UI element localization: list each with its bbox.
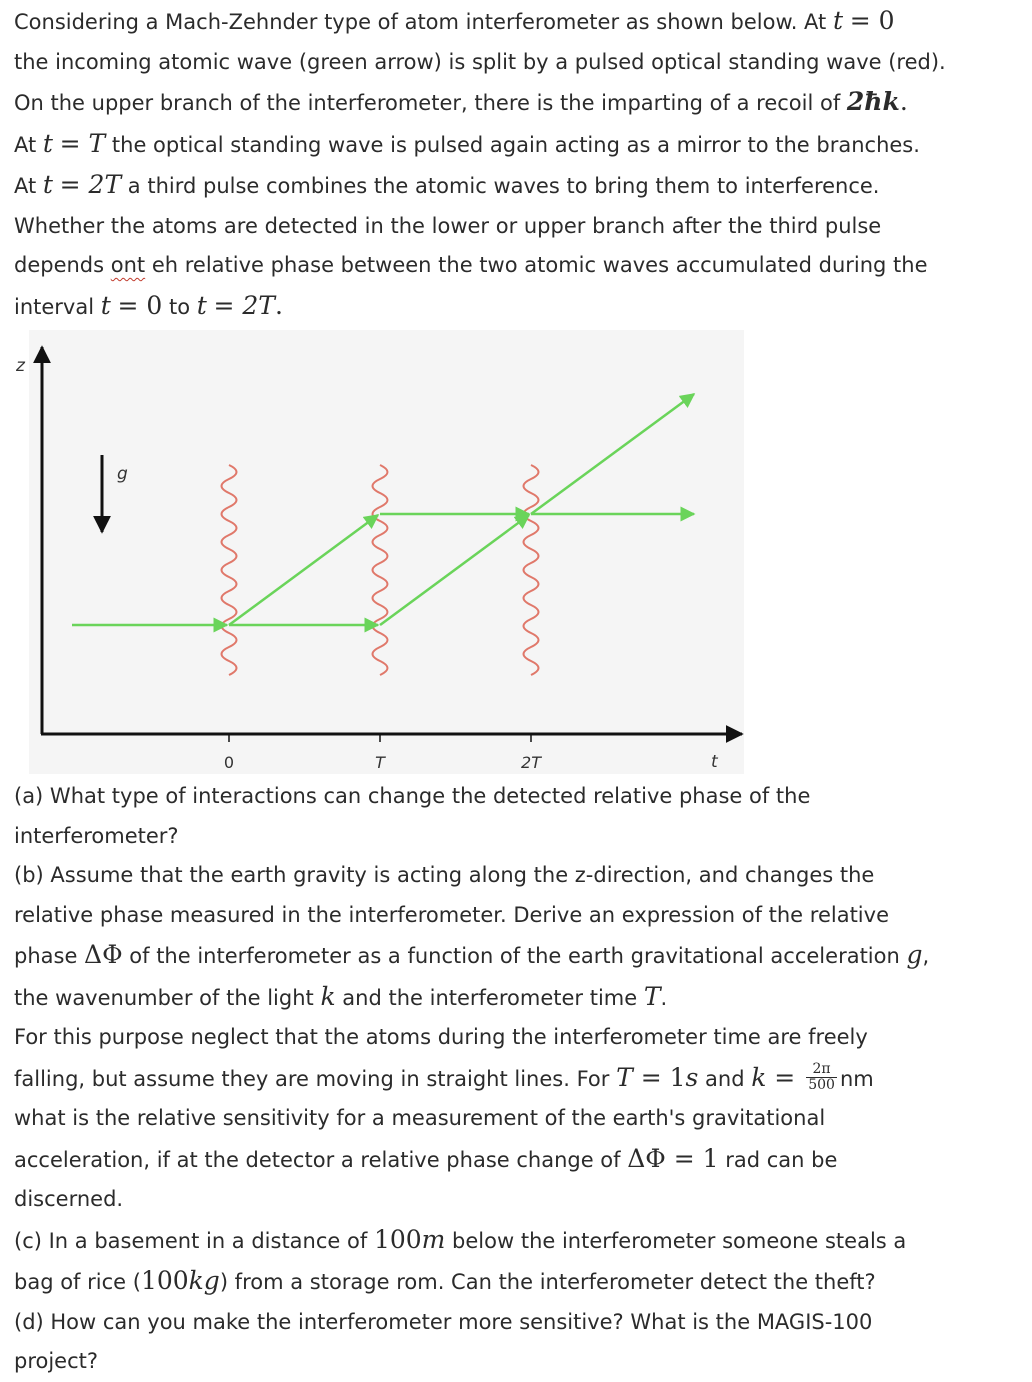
problem-intro (14, 0, 1018, 327)
question-d-line-2: project? (14, 1349, 99, 1373)
intro-line-3: On the upper branch of the interferometer, there is the imparting of a recoil of 2ħk. (14, 87, 908, 116)
t-axis-label: t (711, 752, 718, 772)
question-c (14, 1220, 1018, 1303)
question-b-line-2: relative phase measured in the interferometer. Derive an expression of the relative (14, 902, 889, 927)
question-b-line-8: acceleration, if at the detector a relative phase change of ΔΦ = 1 rad can be (14, 1143, 838, 1173)
tick-label-0: 0 (223, 753, 235, 772)
question-c-line-1: (c) In a basement in a distance of 100m below the interferometer someone steals a (14, 1224, 907, 1254)
question-a-line-1: (a) What type of interactions can change the detected relative phase of the (14, 784, 811, 808)
question-b-line-6: falling, but assume they are moving in straight lines. For T = 1s and k = $\frac{2\pi}{500}$ nm (14, 1061, 874, 1093)
intro-line-8: interval t = 0 to t = 2T. (14, 290, 283, 320)
tick-label-T: T (375, 753, 385, 772)
question-b-line-1: (b) Assume that the earth gravity is acting along the z-direction, and changes the (14, 863, 875, 887)
question-a (14, 777, 1018, 856)
z-axis-label: z (16, 356, 25, 376)
intro-line-2: the incoming atomic wave (green arrow) is split by a pulsed optical standing wave (red). (14, 49, 946, 74)
question-c-line-2: bag of rice (100kg) from a storage rom. Can the interferometer detect the theft? (14, 1266, 876, 1295)
spelling-error: ont (110, 253, 146, 277)
question-b-line-7: what is the relative sensitivity for a measurement of the earth's gravitational (14, 1106, 826, 1130)
question-b-line-5: For this purpose neglect that the atoms during the interferometer time are freely (14, 1025, 868, 1049)
intro-line-6: Whether the atoms are detected in the lower or upper branch after the third pulse (14, 213, 882, 238)
gravity-label: g (117, 464, 128, 484)
question-b-line-4: the wavenumber of the light k and the interferometer time T. (14, 981, 668, 1011)
question-b (14, 856, 1018, 1220)
intro-line-7: depends ont eh relative phase between the two atomic waves accumulated during the (14, 253, 928, 277)
question-d (14, 1303, 1018, 1382)
wavenumber-fraction: $\frac{2\pi}{500}$ (808, 1061, 835, 1093)
question-b-line-9: discerned. (14, 1187, 124, 1211)
intro-line-1: Considering a Mach-Zehnder type of atom interferometer as shown below. At t = 0 (14, 6, 895, 35)
interferometer-diagram (14, 327, 1018, 777)
intro-line-4: At t = T the optical standing wave is pulsed again acting as a mirror to the branches. (14, 128, 920, 158)
question-a-line-2: interferometer? (14, 823, 179, 848)
tick-label-2T: 2T (521, 753, 541, 772)
question-b-line-3: phase ΔΦ of the interferometer as a function of the earth gravitational acceleration g, (14, 940, 930, 969)
question-d-line-1: (d) How can you make the interferometer more sensitive? What is the MAGIS-100 (14, 1309, 873, 1334)
intro-line-5: At t = 2T a third pulse combines the atomic waves to bring them to interference. (14, 170, 880, 199)
